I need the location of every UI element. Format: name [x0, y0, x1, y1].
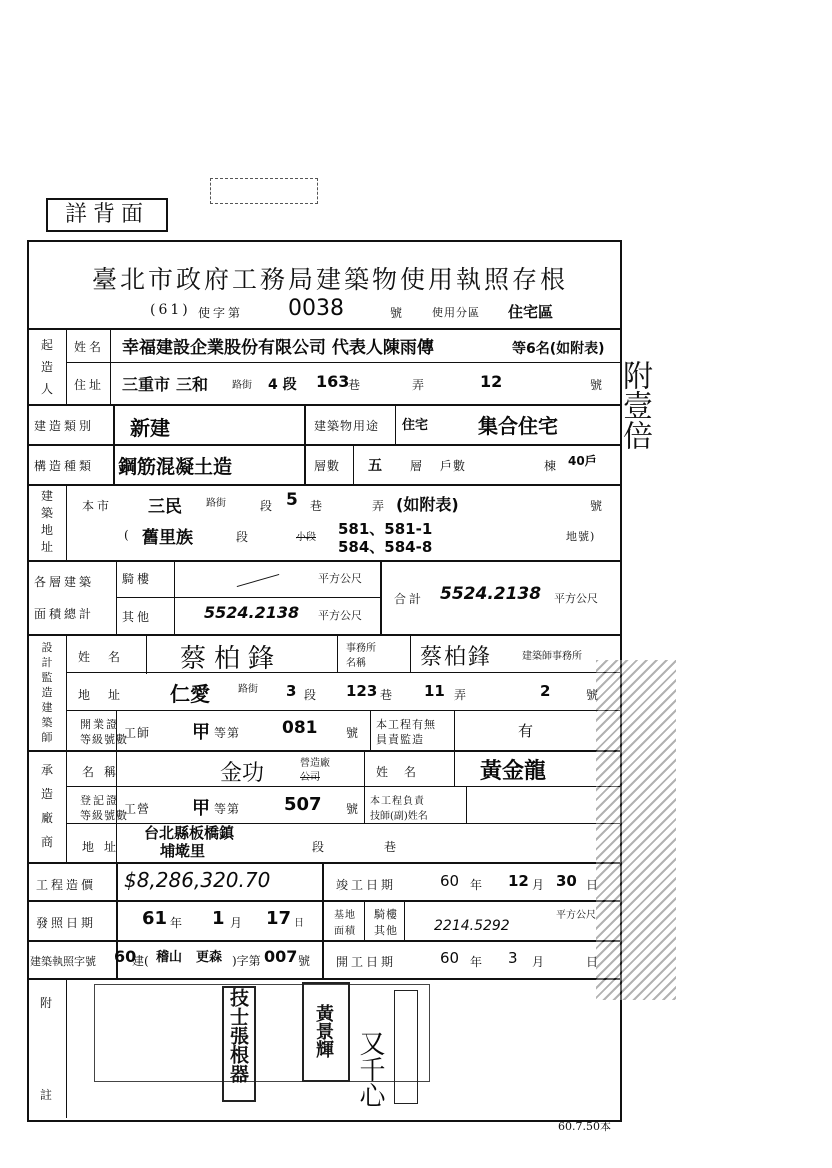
- floor-area-label2: 面積總計: [34, 607, 95, 621]
- floors-label: 層數: [314, 459, 341, 473]
- owner-address-lane: 163: [316, 372, 350, 391]
- base-arcade-label: 騎樓: [374, 908, 398, 921]
- contractor-address-lane: 巷: [384, 840, 400, 854]
- issue-year-suffix: 年: [170, 916, 186, 930]
- building-use-value: 集合住宅: [478, 414, 558, 438]
- owner-section-label: 起造人: [40, 338, 53, 396]
- license-mid: 等第: [214, 726, 241, 740]
- owner-address-label: 住址: [74, 378, 105, 392]
- overlap-fragment: [596, 660, 676, 1000]
- permit-ref-area: 稽山: [156, 950, 183, 965]
- license-label2: 等級號數: [80, 733, 128, 746]
- zone-label: 使用分區: [432, 306, 480, 319]
- architect-address-number: 2: [540, 682, 551, 700]
- site-number-suffix: 號: [590, 499, 606, 513]
- start-year-suffix: 年: [470, 955, 486, 969]
- office-value: 蔡柏鋒: [420, 645, 493, 670]
- architect-lane-suffix: 巷: [380, 688, 396, 702]
- category-label: 建造類別: [34, 419, 95, 433]
- floors-suffix: 層: [410, 459, 426, 473]
- owner-name-value: 幸福建設企業股份有限公司 代表人陳雨傳: [122, 338, 434, 358]
- site-old-section: 段: [236, 530, 252, 544]
- architect-alley-suffix: 弄: [454, 688, 470, 702]
- registration-mid: 等第: [214, 802, 241, 816]
- other-value: 5524.2138: [204, 603, 300, 622]
- contractor-person-label: 姓名: [376, 765, 433, 779]
- form-footer: 60.7.50本: [558, 1120, 611, 1133]
- permit-mid: 使字第: [198, 306, 244, 320]
- permit-ref-number-suffix: 號: [298, 954, 311, 968]
- permit-ref-mid: 更森: [196, 950, 223, 965]
- architect-address-road: 仁愛: [170, 682, 210, 706]
- architect-name-label: 姓名: [78, 650, 139, 664]
- floors-value: 五: [368, 458, 382, 474]
- issue-year: 61: [142, 908, 168, 929]
- registration-prefix: 工營: [124, 802, 151, 816]
- site-sub-section: 小段: [296, 532, 316, 543]
- total-label: 合計: [394, 592, 425, 606]
- architect-address-alley: 11: [424, 682, 445, 700]
- contractor-name-label: 名稱: [82, 765, 127, 779]
- site-city-label: 本市: [82, 499, 113, 513]
- permit-ref-number: 007: [264, 947, 298, 966]
- total-value: 5524.2138: [440, 584, 542, 604]
- site-old-prefix: (: [124, 528, 132, 542]
- site-lane-suffix: 巷: [310, 499, 326, 513]
- supervision-value: 有: [518, 722, 534, 740]
- notes-label-bottom: 註: [40, 1088, 56, 1102]
- base-area-unit: 平方公尺: [556, 910, 596, 921]
- architect-number-suffix: 號: [586, 688, 602, 702]
- issue-day-suffix: 日: [294, 918, 304, 929]
- architect-section-suffix: 段: [304, 688, 320, 702]
- owner-name-extra: 等6名(如附表): [512, 341, 605, 357]
- office-label2: 名稱: [346, 658, 366, 669]
- units-extra: 40戶: [568, 454, 597, 468]
- contractor-name-suffix2: 公司: [300, 772, 320, 783]
- site-section-label: 建築地址: [40, 489, 53, 554]
- owner-road-suffix: 路街: [232, 380, 252, 391]
- office-suffix: 建築師事務所: [522, 651, 582, 662]
- permit-ref-suffix: )字第: [232, 954, 261, 968]
- finish-month-suffix: 月: [532, 878, 548, 892]
- registration-number: 507: [284, 794, 322, 815]
- base-area-value: 2214.5292: [434, 918, 510, 934]
- permit-ref-value2: 建(: [132, 954, 149, 968]
- supervision-label1: 本工程有無: [376, 718, 436, 731]
- official-stamp: [302, 982, 350, 1082]
- other-label: 其他: [122, 610, 153, 624]
- form-title: 臺北市政府工務局建築物使用執照存根: [91, 265, 568, 294]
- architect-address-label: 地址: [78, 688, 139, 702]
- owner-address-city: 三重市: [122, 375, 171, 394]
- finish-day: 30: [556, 872, 577, 890]
- architect-road-suffix: 路街: [238, 684, 258, 695]
- permit-ref-label: 建築執照字號: [30, 955, 96, 968]
- total-unit: 平方公尺: [554, 592, 598, 605]
- start-year: 60: [440, 949, 460, 967]
- site-lot-line2: 584、584-8: [338, 538, 433, 556]
- other-unit: 平方公尺: [318, 609, 362, 622]
- site-alley-suffix: 弄: [372, 499, 388, 513]
- site-section-suffix: 段: [260, 499, 276, 513]
- permit-ref-value1: 60: [114, 947, 137, 966]
- finish-label: 竣工日期: [336, 878, 397, 892]
- start-day-suffix: 日: [586, 955, 602, 969]
- issue-label: 發照日期: [36, 916, 97, 930]
- building-use-prefix: 住宅: [402, 418, 429, 433]
- building-use-label: 建築物用途: [314, 419, 380, 433]
- cost-label: 工程造價: [36, 878, 97, 892]
- base-other-label: 其他: [374, 924, 398, 937]
- license-label1: 開業證: [80, 718, 119, 731]
- issue-month: 1: [212, 908, 225, 929]
- license-grade: 甲: [192, 722, 210, 743]
- permit-suffix: 號: [390, 306, 406, 320]
- contractor-name-value: 金功: [220, 761, 265, 786]
- issue-month-suffix: 月: [230, 916, 246, 930]
- finish-year-suffix: 年: [470, 878, 486, 892]
- permit-year: (61): [150, 302, 191, 318]
- units-label: 戶數: [440, 459, 467, 473]
- site-road-suffix: 路街: [206, 498, 226, 509]
- owner-address-number: 12: [480, 372, 503, 391]
- owner-number-suffix: 號: [590, 378, 606, 392]
- architect-name-value: 蔡柏鋒: [180, 644, 283, 674]
- base-area-label2: 面積: [334, 926, 356, 937]
- notes-signature: 又千心: [355, 1030, 385, 1108]
- inspector-stamp: [222, 986, 256, 1102]
- issue-day: 17: [266, 908, 292, 929]
- contractor-address-value2: 埔墘里: [160, 842, 206, 860]
- structure-value: 鋼筋混凝土造: [118, 456, 233, 478]
- architect-section-label: 設計監造建築師: [41, 641, 53, 744]
- arcade-unit: 平方公尺: [318, 572, 362, 585]
- finish-year: 60: [440, 872, 460, 890]
- side-stamp: [394, 990, 418, 1104]
- site-road-value: 三民: [148, 497, 182, 517]
- detail-back-tag: 詳背面: [46, 198, 168, 232]
- contractor-address-section: 段: [312, 840, 328, 854]
- owner-alley-suffix: 弄: [412, 378, 428, 392]
- top-stamp: [210, 178, 318, 204]
- site-lot-line1: 581、581-1: [338, 520, 433, 538]
- registration-grade: 甲: [192, 798, 210, 819]
- contractor-address-value1: 台北縣板橋鎮: [144, 824, 235, 842]
- site-alley-value: (如附表): [396, 495, 459, 514]
- architect-address-lane: 123: [346, 682, 378, 700]
- arcade-label: 騎樓: [122, 572, 153, 586]
- site-lot-suffix: 地號): [566, 530, 596, 543]
- tech-label2: 技師(副)姓名: [370, 811, 428, 822]
- contractor-person-value: 黃金龍: [480, 759, 547, 784]
- registration-label2: 等級號數: [80, 809, 128, 822]
- license-suffix: 號: [346, 726, 362, 740]
- category-value: 新建: [130, 416, 170, 440]
- margin-text: 附壹倍: [617, 360, 652, 450]
- registration-label1: 登記證: [80, 794, 119, 807]
- structure-label: 構造種類: [34, 459, 95, 473]
- zone-value: 住宅區: [508, 303, 554, 321]
- contractor-address-label: 地址: [82, 840, 127, 854]
- registration-suffix: 號: [346, 802, 362, 816]
- site-lane-value: 5: [286, 490, 298, 510]
- office-label1: 事務所: [346, 643, 376, 654]
- inspector-stamp-text: 技士張根器: [227, 988, 249, 1083]
- tech-label1: 本工程負責: [370, 796, 425, 807]
- cost-value: $8,286,320.70: [124, 868, 271, 892]
- owner-address-section: 4 段: [268, 377, 297, 393]
- notes-label-top: 附: [40, 996, 56, 1010]
- architect-address-section: 3: [286, 682, 297, 700]
- finish-month: 12: [508, 872, 529, 890]
- start-label: 開工日期: [336, 955, 397, 969]
- contractor-name-suffix1: 營造廠: [300, 758, 330, 769]
- floor-area-label1: 各層建築: [34, 575, 95, 589]
- site-old-area: 舊里族: [142, 528, 193, 548]
- start-month: 3: [508, 949, 518, 967]
- license-prefix: 工師: [124, 726, 151, 740]
- contractor-section-label: 承造廠商: [40, 763, 53, 849]
- official-stamp-text: 黃景輝: [313, 1004, 334, 1058]
- owner-lane-suffix: 巷: [348, 378, 364, 392]
- supervision-label2: 員責監造: [376, 733, 424, 746]
- start-month-suffix: 月: [532, 955, 548, 969]
- owner-address-road: 三和: [176, 375, 209, 394]
- owner-name-label: 姓名: [74, 340, 105, 354]
- permit-number: 0038: [288, 296, 344, 321]
- base-area-label1: 基地: [334, 910, 356, 921]
- finish-day-suffix: 日: [586, 878, 602, 892]
- units-suffix: 棟: [544, 459, 560, 473]
- license-number: 081: [282, 718, 318, 738]
